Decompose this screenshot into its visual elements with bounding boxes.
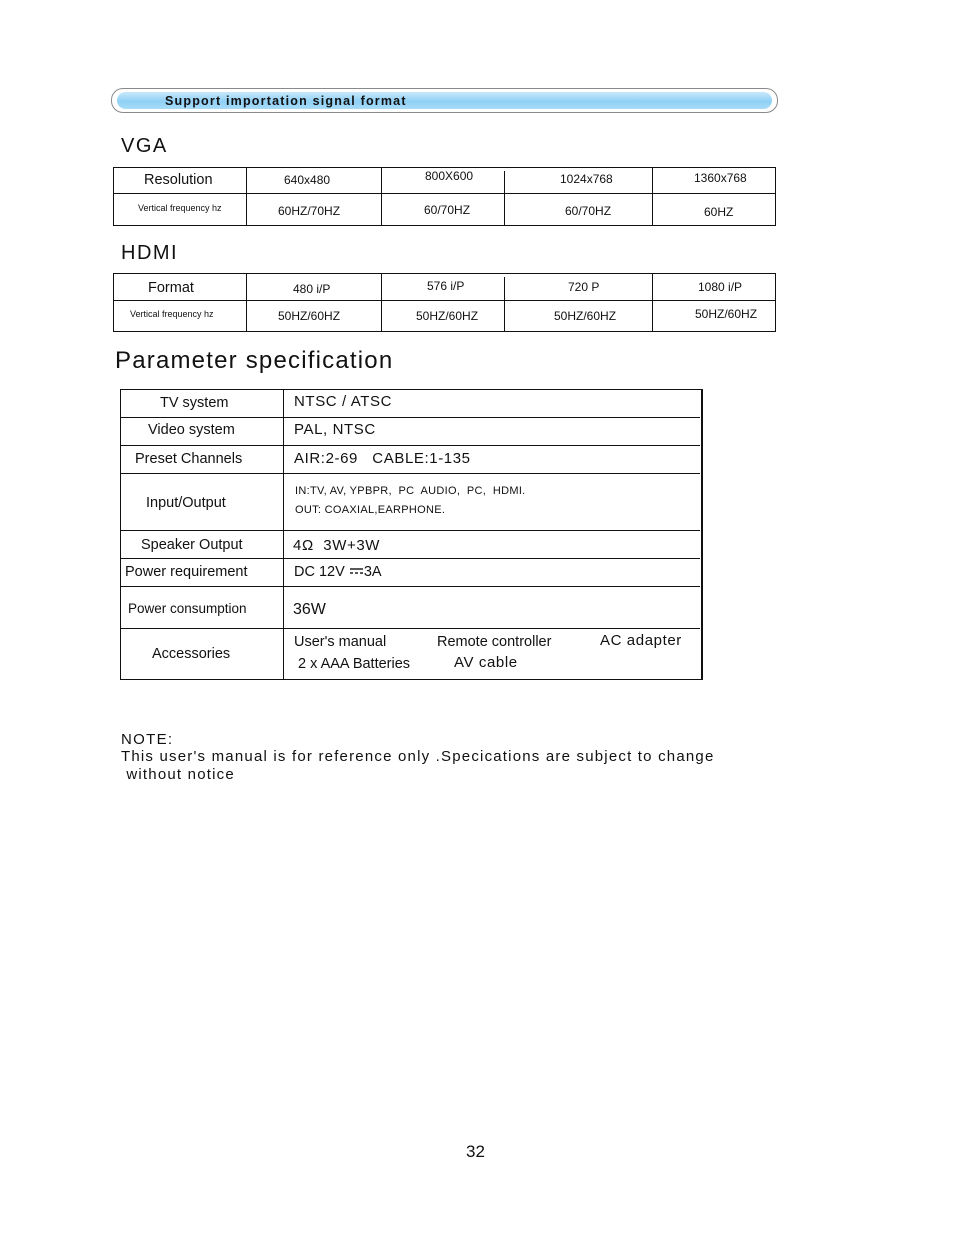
section-banner xyxy=(111,88,778,113)
hdmi-format-cell: 720 P xyxy=(568,280,600,294)
hdmi-table xyxy=(113,273,776,332)
hdmi-frequency-cell: 50HZ/60HZ xyxy=(695,307,758,321)
video-system-value: PAL, NTSC xyxy=(294,421,376,438)
speaker-output-label: Speaker Output xyxy=(141,537,243,553)
accessories-label: Accessories xyxy=(152,646,231,662)
vga-resolution-cell: 1360x768 xyxy=(694,171,747,185)
speaker-output-value: 4Ω 3W+3W xyxy=(293,537,381,554)
hdmi-title: HDMI xyxy=(121,242,179,264)
vga-frequency-cell: 60HZ xyxy=(704,205,734,219)
hdmi-format-header: Format xyxy=(148,280,194,296)
vga-frequency-cell: 60HZ/70HZ xyxy=(278,204,341,218)
vga-resolution-cell: 800X600 xyxy=(425,169,474,183)
vga-frequency-header: Vertical frequency hz xyxy=(138,203,222,213)
power-requirement-prefix: DC 12V xyxy=(294,564,345,580)
users-manual-item: User's manual xyxy=(294,634,387,650)
vga-title: VGA xyxy=(121,135,168,157)
power-requirement-suffix: 3A xyxy=(363,564,382,580)
hdmi-format-cell: 576 i/P xyxy=(427,279,465,293)
av-cable-item: AV cable xyxy=(454,654,518,671)
power-consumption-value: 36W xyxy=(293,601,326,618)
hdmi-format-cell: 1080 i/P xyxy=(698,280,743,294)
vga-table xyxy=(113,167,776,226)
input-value: IN:TV, AV, YPBPR, PC AUDIO, PC, HDMI. xyxy=(295,485,526,497)
parameter-title: Parameter specification xyxy=(115,347,394,374)
parameter-table xyxy=(120,389,702,680)
power-consumption-label: Power consumption xyxy=(128,601,247,616)
vga-frequency-cell: 60/70HZ xyxy=(424,203,471,217)
vga-resolution-cell: 640x480 xyxy=(284,173,331,187)
dc-symbol-icon xyxy=(350,563,363,571)
tv-system-label: TV system xyxy=(160,395,229,411)
hdmi-frequency-cell: 50HZ/60HZ xyxy=(416,309,479,323)
power-requirement-label: Power requirement xyxy=(125,564,248,580)
preset-channels-value: AIR:2-69 CABLE:1-135 xyxy=(294,450,471,467)
note-text-line: without notice xyxy=(121,766,235,783)
note-label: NOTE: xyxy=(121,731,174,748)
remote-controller-item: Remote controller xyxy=(437,634,552,650)
banner-fill xyxy=(117,92,772,109)
hdmi-frequency-cell: 50HZ/60HZ xyxy=(554,309,617,323)
hdmi-frequency-header: Vertical frequency hz xyxy=(130,309,214,319)
banner-text: Support importation signal format xyxy=(165,94,407,108)
tv-system-value: NTSC / ATSC xyxy=(294,393,392,410)
vga-frequency-cell: 60/70HZ xyxy=(565,204,612,218)
video-system-label: Video system xyxy=(148,422,235,438)
batteries-item: 2 x AAA Batteries xyxy=(298,656,411,672)
vga-resolution-header: Resolution xyxy=(144,172,213,188)
vga-resolution-cell: 1024x768 xyxy=(560,172,613,186)
ac-adapter-item: AC adapter xyxy=(600,632,682,649)
hdmi-format-cell: 480 i/P xyxy=(293,282,331,296)
output-value: OUT: COAXIAL,EARPHONE. xyxy=(295,504,446,516)
preset-channels-label: Preset Channels xyxy=(135,451,243,467)
page-number: 32 xyxy=(466,1142,485,1161)
hdmi-frequency-cell: 50HZ/60HZ xyxy=(278,309,341,323)
power-requirement-value xyxy=(294,563,382,580)
note-text-line: This user's manual is for reference only .Specications are subject to change xyxy=(121,748,715,765)
input-output-label: Input/Output xyxy=(146,495,226,511)
